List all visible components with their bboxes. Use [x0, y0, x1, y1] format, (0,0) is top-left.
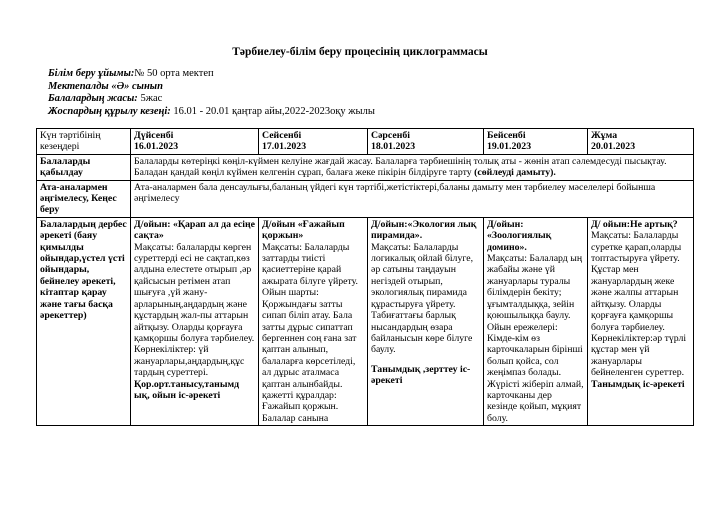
parents-text: Ата-аналармен бала денсаулығы,баланың үйдегі күн тәртібі,жетістіктері,баланы дамыту мен тәрбиелеу мәселелері бойынша әңгімелесу — [131, 180, 694, 217]
table-row — [37, 154, 694, 180]
page-title: Тәрбиелеу-білім беру процесінің циклограммасы — [232, 46, 488, 58]
activity-tuesday: Д/ойын «Ғажайып қоржын» Мақсаты: Балаларды заттарды тиісті қасиеттеріне қарай ажырата білуге үйрету. Ойын шарты: Қоржындағы затты сипап біліп атау. Бала затты дұрыс сипаттап бергеннен соң ғана зат қаптан алынып, балаларға көрсетіледі, ал дұрыс аталмаса қаптан алынбайды. қажетті құралдар: Ғажайып қоржын. Балалар санына — [259, 217, 368, 425]
info-class: Мектепалды «Ә» сынып — [48, 80, 163, 92]
table-header-row — [37, 129, 694, 155]
header-schedule-stages: Күн тәртібінің кезеңдері — [37, 129, 131, 155]
header-day: Жұма 20.01.2023 — [588, 129, 694, 155]
info-period: Жоспардың құрылу кезеңі: 16.01 - 20.01 қаңтар айы,2022-2023оқу жылы — [48, 105, 375, 117]
reception-text: Балаларды көтеріңкі көңіл-күймен келуіне жағдай жасау. Балаларға тәрбиешінің толық аты - жөнін атап сәлемдесуді пысықтау. Баладан қандай көңіл күймен келгенін сұрап, балаға жеке пікірін білдіруге тарту (сөйлеуді дамыту). — [131, 154, 694, 180]
activity-wednesday: Д/ойын:«Экология лық пирамида». Мақсаты: Балаларды логикалық ойлай білуге, әр сатыны таңдауын негіздей отырып, экологиялық пирамида құрастыруға үйрету. Табиғаттағы барлық нысандардың өзара байланысын көре білуге баулу. Танымдық ,зерттеу іс-әрекеті — [368, 217, 484, 425]
row-label-parents: Ата-аналармен әңгімелесу, Кеңес беру — [37, 180, 131, 217]
activity-monday: Д/ойын: «Қарап ал да есіңе сақта» Мақсаты: балаларды көрген суреттерді есі не сақтап,көз алдына елестете отырып ,әр қайсысын ретімен атап шығуға ,үй жану-арларының,аңдардың және құстардың жал-пы аттарын айтқызу. Оларды қорғауға қамқоршы болуға тәрбиелеу. Көрнекіліктер: үй жануарлары,аңдардың,құс тардың суреттері. Қор.орт.танысу,танымд ық, ойын іс-әрекеті — [131, 217, 259, 425]
header-day: Сейсенбі 17.01.2023 — [259, 129, 368, 155]
header-day: Сәрсенбі 18.01.2023 — [368, 129, 484, 155]
header-day: Бейсенбі 19.01.2023 — [484, 129, 588, 155]
plan-info — [48, 68, 375, 118]
header-day: Дүйсенбі 16.01.2023 — [131, 129, 259, 155]
info-age: Балалардың жасы: 5жас — [48, 93, 163, 105]
row-label-reception: Балаларды қабылдау — [37, 154, 131, 180]
table-row — [37, 217, 694, 425]
row-label-activity: Балалардың дербес әрекеті (баяу қимылды ойындар,үстел үсті ойындары, бейнелеу әрекеті, кітаптар қарау және тағы басқа әрекеттер) — [37, 217, 131, 425]
info-organization: Білім беру ұйымы:№ 50 орта мектеп — [48, 68, 214, 79]
activity-thursday: Д/ойын: «Зоологиялық домино». Мақсаты: Балалард ың жабайы және үй жануарлары туралы білімдерін бекіту; ұғымталдыққа, зейін қоюшылыққа баулу. Ойын ережелері: Кімде-кім өз карточкаларын бірінші болып қойса, сол жеңімпаз болады. Жүрісті жіберіп алмай, карточканы дер кезінде қойып, мұқият болу. — [484, 217, 588, 425]
cyclogram-table — [36, 128, 694, 426]
activity-friday: Д/ ойын:Не артық? Мақсаты: Балаларды суретке қарап,оларды топтастыруға үйрету. Құстар мен жануарлардың жеке және жалпы аттарын айтқызу. Оларды қорғауға қамқоршы болуға тәрбиелеу. Көрнекіліктер:әр түрлі құстар мен үй жануарлары бейнеленген суреттер. Танымдық іс-әрекеті — [588, 217, 694, 425]
table-row — [37, 180, 694, 217]
